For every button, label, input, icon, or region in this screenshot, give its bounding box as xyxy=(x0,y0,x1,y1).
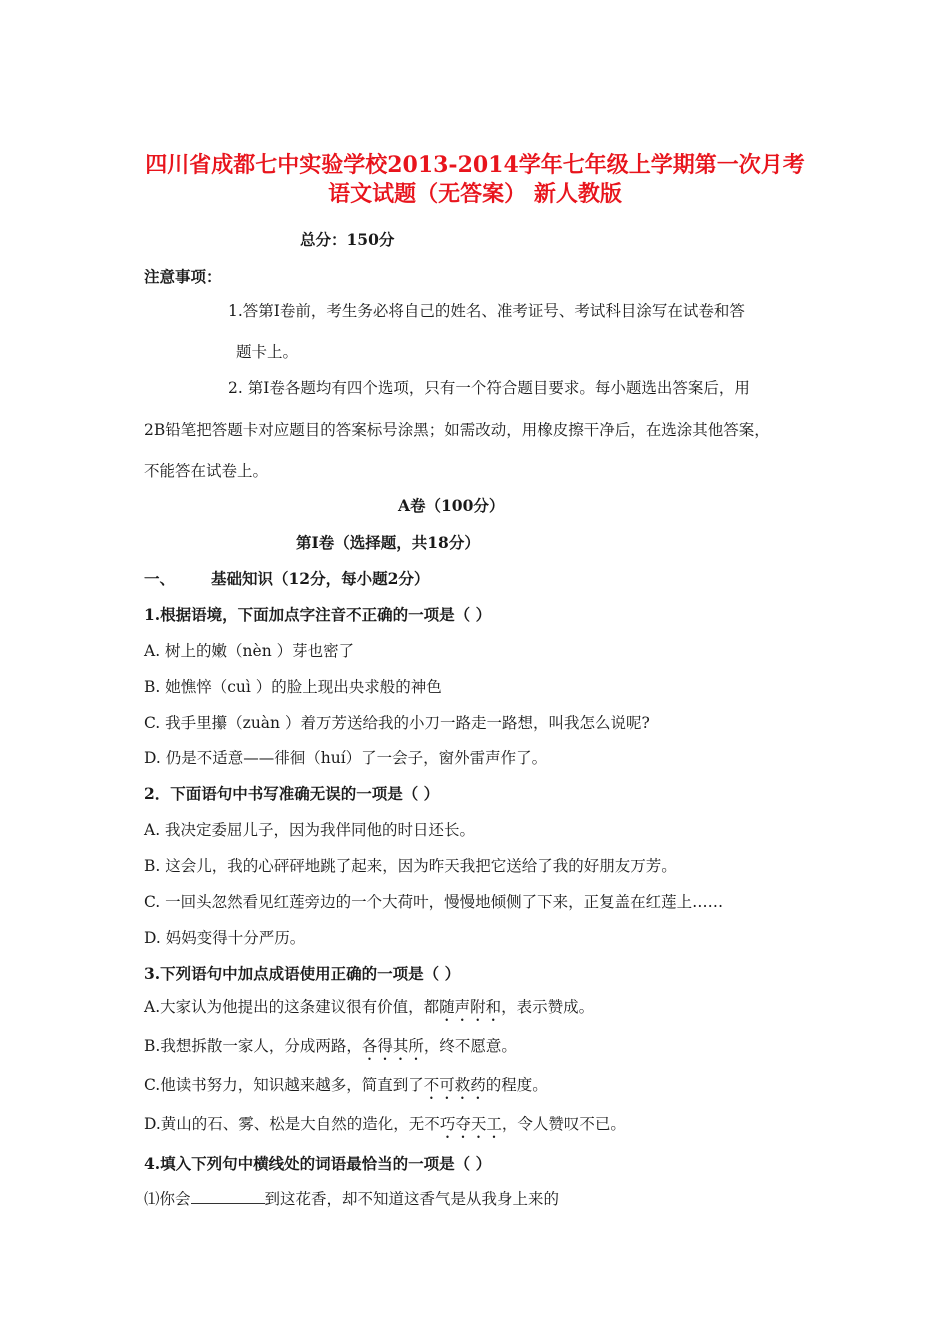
notes-heading: 注意事项： xyxy=(144,267,222,286)
q3-option-d xyxy=(144,1112,626,1142)
q3-option-a-post: ，表示赞成。 xyxy=(501,998,595,1016)
q4-sentence-1-post: 到这花香，却不知道这香气是从我身上来的 xyxy=(264,1190,560,1208)
note-item-1-line2: 题卡上。 xyxy=(236,343,299,361)
q3-option-b-idiom: 各得其所 xyxy=(361,1037,424,1055)
basic-knowledge-heading: 基础知识（12分，每小题2分） xyxy=(211,569,430,588)
q3-option-d-post: ，令人赞叹不已。 xyxy=(501,1115,626,1133)
q1-option-a: A. 树上的嫩（nèn ）芽也密了 xyxy=(144,642,355,660)
q3-option-c-pre: C.他读书努力，知识越来越多，简直到了 xyxy=(144,1076,424,1094)
q4-sentence-1 xyxy=(144,1187,559,1209)
q1-option-b: B. 她憔悴（cuì ）的脸上现出央求般的神色 xyxy=(144,678,442,696)
q2-option-b: B. 这会儿，我的心砰砰地跳了起来，因为昨天我把它送给了我的好朋友万芳。 xyxy=(144,857,677,875)
q3-option-a xyxy=(144,995,594,1025)
q2-option-d: D. 妈妈变得十分严历。 xyxy=(144,929,306,947)
q2-option-c: C. 一回头忽然看见红莲旁边的一个大荷叶，慢慢地倾侧了下来，正复盖在红莲上…… xyxy=(144,893,724,911)
q3-option-d-pre: D.黄山的石、雾、松是大自然的造化，无不 xyxy=(144,1115,440,1133)
q3-option-c-idiom: 不可救药 xyxy=(423,1076,486,1094)
q3-stem: 3.下列语句中加点成语使用正确的一项是（ ） xyxy=(144,964,461,983)
section-a-heading: A卷（100分） xyxy=(398,496,505,515)
note-item-2-line2: 2B铅笔把答题卡对应题目的答案标号涂黑；如需改动，用橡皮擦干净后，在选涂其他答案， xyxy=(144,421,770,439)
note-item-1-line1: 1.答第Ⅰ卷前，考生务必将自己的姓名、准考证号、考试科目涂写在试卷和答 xyxy=(228,302,745,320)
doc-title-line1: 四川省成都七中实验学校2013-2014学年七年级上学期第一次月考 xyxy=(145,152,805,178)
q4-sentence-1-pre: ⑴你会 xyxy=(144,1190,191,1208)
q4-fill-blank[interactable] xyxy=(191,1189,265,1204)
q3-option-c xyxy=(144,1073,548,1103)
q3-option-d-idiom: 巧夺天工 xyxy=(439,1115,502,1133)
q1-option-c: C. 我手里攥（zuàn ）着万芳送给我的小刀一路走一路想，叫我怎么说呢? xyxy=(144,714,650,732)
q1-option-d: D. 仍是不适意——徘徊（huí）了一会子，窗外雷声作了。 xyxy=(144,749,548,767)
note-item-2-line1: 2. 第Ⅰ卷各题均有四个选项，只有一个符合题目要求。每小题选出答案后，用 xyxy=(228,379,750,397)
basic-knowledge-number: 一、 xyxy=(144,569,176,588)
part1-heading: 第Ⅰ卷（选择题，共18分） xyxy=(296,533,480,552)
q3-option-c-post: 的程度。 xyxy=(485,1076,548,1094)
q4-stem: 4.填入下列句中横线处的词语最恰当的一项是（ ） xyxy=(144,1154,492,1173)
q1-stem: 1.根据语境，下面加点字注音不正确的一项是（ ） xyxy=(144,605,492,624)
q3-option-a-pre: A.大家认为他提出的这条建议很有价值，都 xyxy=(144,998,440,1016)
q3-option-b xyxy=(144,1034,517,1064)
total-score: 总分：150分 xyxy=(300,230,395,249)
doc-title-line2: 语文试题（无答案） 新人教版 xyxy=(328,181,622,207)
note-item-2-line3: 不能答在试卷上。 xyxy=(144,462,269,480)
q2-option-a: A. 我决定委屈儿子，因为我伴同他的时日还长。 xyxy=(144,821,476,839)
q3-option-b-post: ，终不愿意。 xyxy=(423,1037,517,1055)
q3-option-a-idiom: 随声附和 xyxy=(439,998,502,1016)
q2-stem: 2．下面语句中书写准确无误的一项是（ ） xyxy=(144,784,440,803)
q3-option-b-pre: B.我想拆散一家人，分成两路， xyxy=(144,1037,362,1055)
